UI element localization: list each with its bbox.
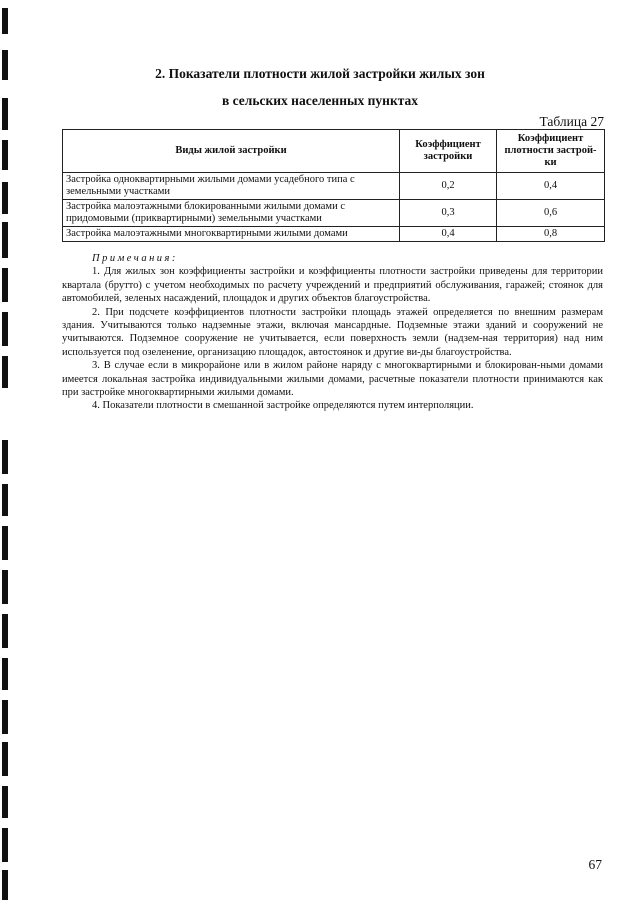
table-row — [63, 200, 605, 227]
binding-mark — [2, 8, 8, 34]
row-type-cell: Застройка малоэтажными блокированными жилыми домами с придомовыми (приквартирными) земельными участками — [63, 200, 400, 227]
table-header-row — [63, 130, 605, 173]
binding-mark — [2, 440, 8, 474]
notes-section — [62, 252, 603, 413]
binding-mark — [2, 786, 8, 818]
binding-mark — [2, 614, 8, 648]
column-header-coefficient: Коэффициент застройки — [400, 130, 497, 173]
table-row — [63, 173, 605, 200]
binding-mark — [2, 658, 8, 690]
notes-heading: Примечания: — [92, 253, 178, 264]
column-header-density: Коэффициент плотности застрой-ки — [497, 130, 605, 173]
binding-mark — [2, 526, 8, 560]
column-header-type: Виды жилой застройки — [63, 130, 400, 173]
binding-mark — [2, 182, 8, 214]
binding-mark — [2, 140, 8, 170]
section-title: 2. Показатели плотности жилой застройки жилых зон — [155, 66, 485, 81]
note-paragraph: 4. Показатели плотности в смешанной застройке определяются путем интерполяции. — [92, 400, 474, 412]
binding-mark — [2, 870, 8, 900]
note-paragraph: 2. При подсчете коэффициентов плотности застройки площадь этажей определяется по внешним размерам здания. Учитываются только надземные этажи, включая мансардные. Подземные этажи зданий и сооружений не учитываются. Подземное сооружение не учитывается, если поверхность земли (надзем-ная территория) над ним используется под озеленение, организацию площадок, автостоянок и другие ви-ды благоустройства. — [62, 306, 603, 358]
binding-mark — [2, 222, 8, 258]
row-density-cell: 0,8 — [497, 227, 605, 242]
binding-mark — [2, 484, 8, 516]
density-table — [62, 129, 605, 242]
row-type-cell: Застройка малоэтажными многоквартирными жилыми домами — [63, 227, 400, 242]
section-subtitle: в сельских населенных пунктах — [221, 93, 419, 108]
binding-mark — [2, 742, 8, 776]
table-label: Таблица 27 — [539, 114, 604, 129]
binding-mark — [2, 268, 8, 302]
page-number: 67 — [588, 857, 602, 872]
row-coefficient-cell: 0,4 — [400, 227, 497, 242]
row-type-cell: Застройка одноквартирными жилыми домами усадебного типа с земельными участками — [63, 173, 400, 200]
binding-mark — [2, 570, 8, 604]
binding-mark — [2, 356, 8, 388]
binding-mark — [2, 312, 8, 346]
binding-mark — [2, 828, 8, 862]
row-density-cell: 0,6 — [497, 200, 605, 227]
row-coefficient-cell: 0,2 — [400, 173, 497, 200]
binding-holes — [0, 0, 14, 905]
binding-mark — [2, 700, 8, 734]
table-row — [63, 227, 605, 242]
row-density-cell: 0,4 — [497, 173, 605, 200]
note-paragraph: 1. Для жилых зон коэффициенты застройки и коэффициенты плотности застройки приведены для территории квартала (брутто) с учетом необходимых по расчету учреждений и предприятий обслуживания, гаражей; стоянок для автомобилей, зеленых насаждений, площадок и других объектов благоустройства. — [62, 266, 603, 305]
row-coefficient-cell: 0,3 — [400, 200, 497, 227]
note-paragraph: 3. В случае если в микрорайоне или в жилом районе наряду с многоквартирными и блокирован-ными домами имеется локальная застройка индивидуальными жилыми домами, расчетные показатели плотности принимаются как при застройке многоквартирными жилыми домами. — [62, 360, 603, 399]
